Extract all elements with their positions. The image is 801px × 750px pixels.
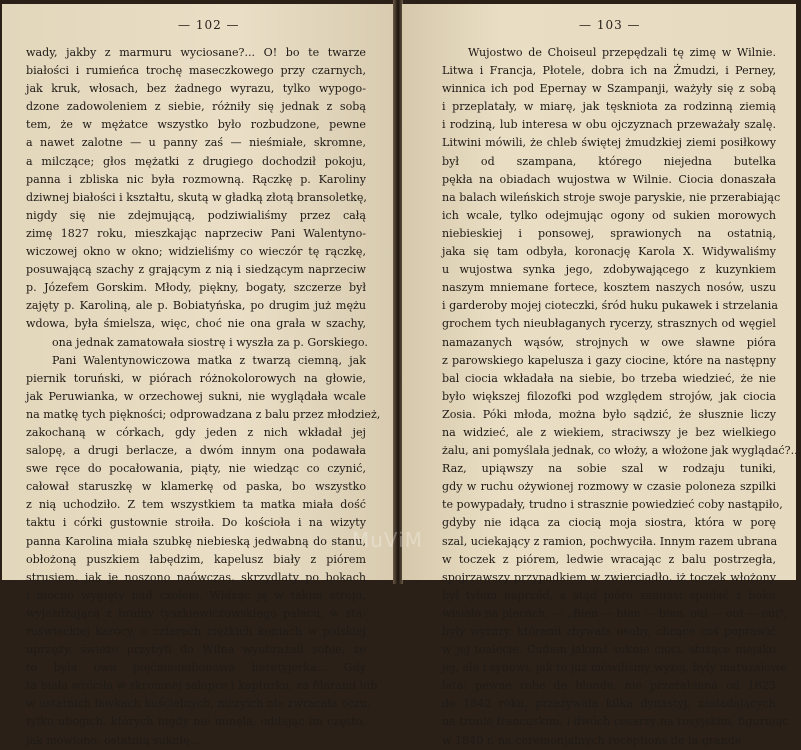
text-line: Pani Walentynowiczowa matka z twarzą ciemną, jak <box>52 353 366 367</box>
text-line: dzone zadowoleniem z siebie, różniły się jednak z sobą <box>26 100 366 114</box>
text-line: jak mówiono, ostatnią suknię... <box>26 733 201 747</box>
text-line: z parowskiego kapelusza i gazy ciocine, które na następny <box>442 353 776 367</box>
text-line: były wyrazy, któremi zbywała osoby, chcące coś poprawić <box>442 625 776 638</box>
left-page <box>2 4 394 747</box>
text-line: roświeckiej karocy, o czterech ciężkich koniach w polskiej <box>26 625 366 638</box>
right-page-number: — 103 — <box>579 18 641 32</box>
text-line: na tronie francuskim, i dwóch cesarzy na rosyjskim, figurując <box>442 715 789 729</box>
text-line: naszym mniemane fortece, kosztem naszych nosów, uszu <box>442 281 776 295</box>
text-line: ta biała wróciła w skromnej salopce i kapturku, za filarami lub <box>26 679 378 693</box>
text-line: i mocno wygięty nad czołem. Widząc ją w takim stroju, <box>26 588 366 602</box>
text-line: wdowa, była śmielsza, więc, choć nie ona grała w szachy, <box>26 317 366 331</box>
text-line: Litwa i Francja, Płotele, dobra ich na Żmudzi, i Perney, <box>442 64 776 78</box>
text-line: z nią uchodziło. Z tem wszystkiem ta matka miała dość <box>26 498 366 512</box>
text-line: namazanych wąsów, strojnych w owe sławne pióra <box>442 335 776 349</box>
text-line: strusiem, jak je noszono naówczas, skrzydlaty po bokach <box>26 570 366 584</box>
text-line: i garderoby mojej cioteczki, śród huku pukawek i strzelania <box>442 299 778 313</box>
text-line: zajęty p. Karoliną, ale p. Bobiatyńska, po drugim już mężu <box>26 299 366 313</box>
text-line: Litwini mówili, że chleb świętej żmudzkiej ziemi posiłkowy <box>442 136 776 150</box>
text-line: salopę, a drugi berlacze, a dwóm innym ona podawała <box>26 444 366 458</box>
text-line: tylko ubogich, których nigdy nie minęła, oddając im często, <box>26 715 366 729</box>
text-line: tem, że w mężatce wszystko było rozbudzone, pewne <box>26 118 366 132</box>
text-line: w jej toalecie. Cudem jakimś suknie cioci, służące niejako <box>442 643 776 657</box>
text-line: winnica ich pod Epernay w Szampanji, ważyły się z sobą <box>442 82 776 96</box>
text-line: gdy w ruchu ożywionej rozmowy w czasie poloneza szpilki <box>442 480 776 494</box>
text-line: Zosia. Póki młoda, można było sądzić, że słusznie liczy <box>442 407 776 421</box>
text-line: gdyby nie idąca za ciocią moja siostra, która w porę <box>442 516 776 530</box>
text-line: panna i zbliska nic była rozmowną. Rączkę p. Karoliny <box>26 172 366 186</box>
text-line: zakochaną w córkach, gdy jeden z nich wkładał jej <box>26 425 366 439</box>
text-line: i rodziną, lub interesa w obu ojczyznach przeważały szalę. <box>442 118 776 132</box>
text-line: spojrzawszy przypadkiem w zwierciadło, iż toczek włożony <box>442 570 776 584</box>
text-line: białości i rumieńca trochę maseczkowego przy czarnych, <box>26 64 366 78</box>
text-line: żalu, ani pomyślała jednak, co włoży, a włożone jak wyglądać?... <box>442 444 801 458</box>
text-line: wyjeżdżającą z bramy tyszkiewiczowskiego pałacu, w sta- <box>26 606 366 620</box>
text-line: obłożoną puszkiem łabędzim, kapelusz biały z piórem <box>26 552 366 566</box>
text-line: w toczek z piórem, ledwie wracając z balu postrzegła, <box>442 552 776 566</box>
text-line: a milczące; głos mężatki z drugiego dochodził pokoju, <box>26 154 366 168</box>
text-line: całował staruszkę w klamerkę od paska, bo wszystko <box>26 480 366 494</box>
text-line: p. Józefem Gorskim. Młody, piękny, bogaty, szczerze był <box>26 281 366 295</box>
text-line: uprzęży, świeżo przybyli do Wilna wyobrażali sobie, że <box>26 643 366 657</box>
text-line: na balach wileńskich stroje swoje paryskie, nie przerabiając <box>442 190 781 204</box>
text-line: wiczowej okno w okno; widzieliśmy co wieczór tę rączkę, <box>26 245 366 259</box>
text-line: ich wcale, tylko odejmując ogony od sukien morowych <box>442 208 776 222</box>
text-line: było większej filozofki pod względem strojów, jak ciocia <box>442 389 776 403</box>
right-page <box>402 4 801 747</box>
text-line: na widzieć, ale z wiekiem, straciwszy je bez wielkiego <box>442 425 776 439</box>
watermark: MuViM <box>352 528 423 552</box>
text-line: wisiało na plecach. — „Bien — bien — bien, oui — oui — oui", <box>442 606 788 620</box>
text-line: swe ręce do pocałowania, piąty, nie wiedząc co czynić, <box>26 462 366 476</box>
text-line: u wujostwa synka jego, zdobywającego z kuzynkiem <box>442 263 776 277</box>
text-line: lata: pewne robe de blonde, nie przerabiana od 1823 <box>442 679 776 693</box>
text-line: ona jednak zamatowała siostrę i wyszła za p. Gorskiego. <box>52 335 368 349</box>
text-line: posuwającą szachy z grającym z nią i siedzącym naprzeciw <box>26 263 366 277</box>
text-line: zimę 1827 roku, mieszkając naprzeciw Pani Walentyno- <box>26 226 366 240</box>
text-line: Raz, upiąwszy na sobie szal w rodzaju tuniki, <box>442 462 776 476</box>
right-page-text <box>442 44 801 750</box>
text-line: pękła na obiadach wujostwa w Wilnie. Ciocia donaszała <box>442 172 776 186</box>
text-line: bal ciocia wkładała na siebie, bo trzeba wiedzieć, że nie <box>442 371 776 385</box>
text-line: szal, uciekający z ramion, pochwyciła. Innym razem ubrana <box>442 534 778 548</box>
text-line: na matkę tych piękności; odprowadzana z balu przez młodzież, <box>26 407 381 421</box>
text-line: grochem tych nieubłaganych rycerzy, strasznych od węgiel <box>442 317 776 331</box>
text-line: Wujostwo de Choiseul przepędzali tę zimę w Wilnie. <box>468 46 776 59</box>
text-line: taktu i córki gustownie stroiła. Do kościoła i na wizyty <box>26 516 366 530</box>
text-line: dziwnej białości i kształtu, skutą w gładką złotą bransoletkę, <box>26 190 367 204</box>
text-line: a nawet zalotne — u panny zaś — nieśmiałe, skromne, <box>26 136 366 150</box>
text-line: niebieskiej i ponsowej, sprawionych na ostatnią, <box>442 226 776 240</box>
text-line: był od szampana, którego niejedna butelka <box>442 154 776 168</box>
text-line: i przeplatały, w miarę, jak tęskniota za rodzinną ziemią <box>442 100 776 114</box>
left-page-text <box>26 44 381 750</box>
text-line: piernik toruński, w piórach różnokolorowych na głowie, <box>26 371 366 385</box>
text-line: do 1842 roku, przeżywała kilka dynastyj, zasiadających <box>442 697 776 711</box>
left-page-number: — 102 — <box>178 18 240 32</box>
text-line: jak kruk, włosach, bez żadnego wyrazu, tylko wypogo- <box>26 82 366 96</box>
text-line: w 1840 r. na ceremonjalnych receptions de la grande <box>442 733 742 747</box>
text-line: był tylem naprzód, a stąd pióro zamiast spadać z boku <box>442 588 776 602</box>
text-line: panna Karolina miała szubkę niebieską jedwabną do stanu, <box>26 534 366 548</box>
text-line: wady, jakby z marmuru wyciosane?... O! bo te twarze <box>26 46 366 59</box>
text-line: to była owa pięćmiomilionowa heretyjerka... Gdy <box>26 661 366 675</box>
text-line: jej, ale i synowi, jak to już mówiliśmy wyżej, były matuzalowe <box>442 661 787 675</box>
text-line: jak Peruwianka, w orzechowej sukni, nie wyglądała wcale <box>26 389 366 403</box>
text-line: nigdy się nie zdejmującą, podziwialiśmy przez całą <box>26 208 366 222</box>
text-line: te powypadały, trudno i strasznie powiedzieć coby nastąpiło, <box>442 498 783 512</box>
text-line: jaka się tam odbyła, koronację Karola X. Widywaliśmy <box>442 245 776 259</box>
text-line: w ostatnich ławkach kościelnych, niczyich nie zwracała oczu, <box>26 697 371 711</box>
